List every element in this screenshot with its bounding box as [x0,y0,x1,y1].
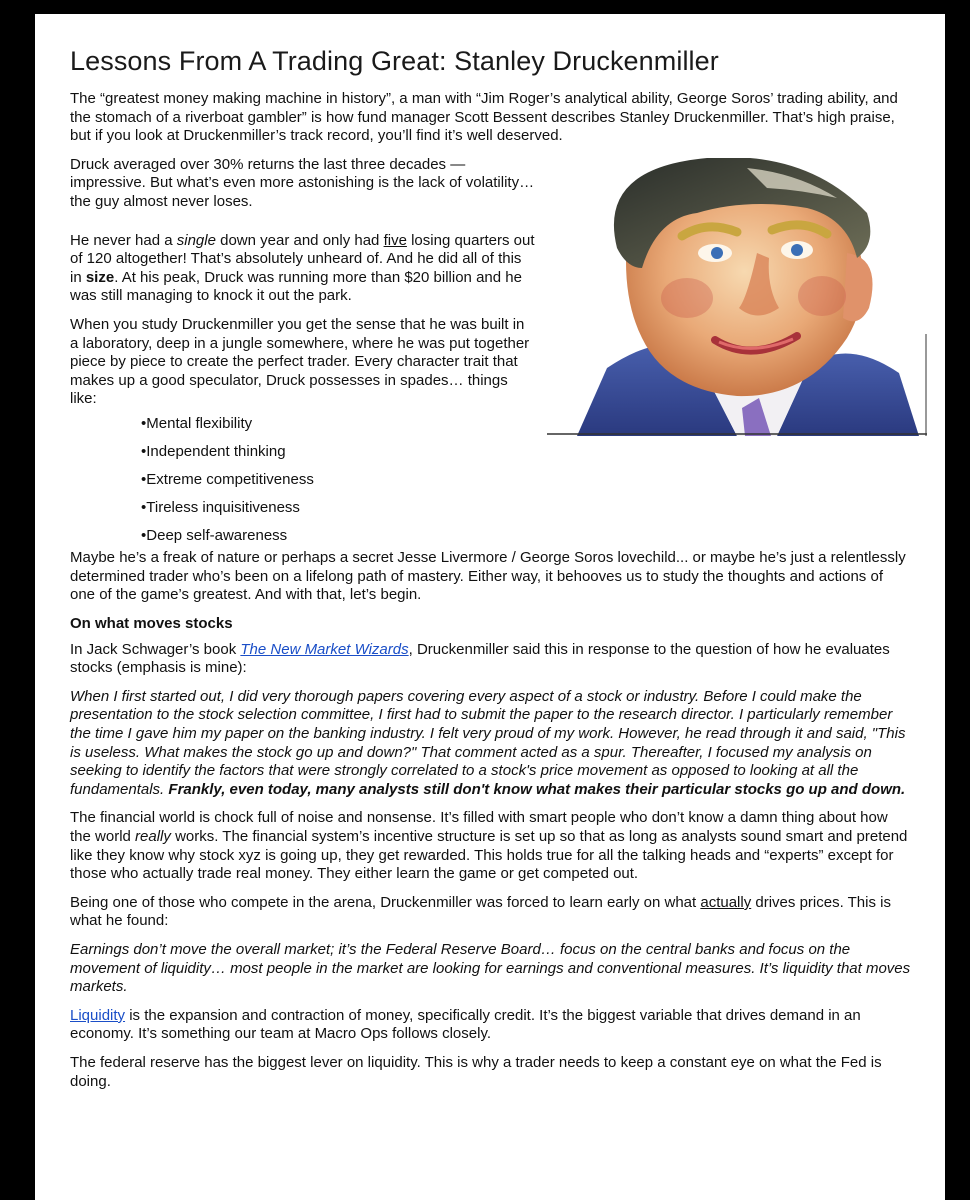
list-item: • Mental flexibility [141,415,911,433]
liquidity-text: is the expansion and contraction of money, specifically credit. It’s the biggest variable that drives demand in an economy. It’s something our team at Macro Ops follows closely. [70,1006,861,1043]
five-emphasis: five [383,231,407,249]
down-year-text-b: down year and only had [215,231,384,249]
schwager-text-b: , Druckenmiller said this in response to the question of how he evaluates stocks (emphasis is mine): [70,640,890,677]
quote-block-2: Earnings don’t move the overall market; it’s the Federal Reserve Board… focus on the central banks and focus on the movement of liquidity… most people in the market are looking for earnings and conventional measures. It’s liquidity that moves markets. [70,941,911,996]
returns-paragraph: Druck averaged over 30% returns the last three decades — impressive. But what’s even more astonishing is the lack of volatility… the guy almost never loses. [70,155,535,210]
down-year-text-a: He never had a [70,231,177,249]
down-year-text-c: losing quarters out of 120 altogether! That’s absolutely unheard of. And he did all of this in [70,231,535,286]
list-item: • Extreme competitiveness [141,471,911,489]
down-year-text-d: . At his peak, Druck was running more than $20 billion and he was still managing to knock it out the park. [70,268,522,305]
quote-1-bold: Frankly, even today, many analysts still don't know what makes their particular stocks go up and down. [168,780,906,798]
freak-paragraph: Maybe he’s a freak of nature or perhaps a secret Jesse Livermore / George Soros lovechild... or maybe he’s just a relentlessly determined trader who’s been on a lifelong path of mastery. Either way, it behooves us to study the thoughts and actions of one of the game’s greatest. And with that, let’s begin. [70,548,906,604]
noise-paragraph [70,809,911,883]
portrait-section [70,156,911,409]
druckenmiller-portrait-image [547,158,927,436]
quote-block-1 [70,688,911,800]
liquidity-link[interactable]: Liquidity [70,1006,126,1024]
arena-text-a: Being one of those who compete in the arena, Druckenmiller was forced to learn early on what [70,893,701,911]
single-emphasis: single [176,231,216,249]
list-item: • Tireless inquisitiveness [141,499,911,517]
arena-text-b: drives prices. This is what he found: [70,893,891,930]
schwager-paragraph [70,641,911,678]
arena-paragraph [70,894,911,931]
size-emphasis: size [85,268,115,286]
noise-text-a: The financial world is chock full of noise and nonsense. It’s filled with smart people who don’t know a damn thing about how the world [70,809,888,846]
noise-text-b: works. The financial system’s incentive structure is set up so that as long as analysts sound smart and pretend like they know why stock xyz is going up, they get rewarded. This holds true for all the talking heads and “experts” except for those who actually trade real money. They either learn the game or get competed out. [70,828,908,883]
liquidity-paragraph [70,1007,911,1044]
list-item: • Independent thinking [141,443,911,461]
actually-emphasis: actually [700,893,752,911]
new-market-wizards-link[interactable]: The New Market Wizards [240,640,409,658]
schwager-text-a: In Jack Schwager’s book [70,640,241,658]
article-title: Lessons From A Trading Great: Stanley Druckenmiller [70,46,719,76]
article-page [35,14,945,1200]
section-heading: On what moves stocks [70,614,233,632]
intro-paragraph: The “greatest money making machine in history”, a man with “Jim Roger’s analytical ability, George Soros’ trading ability, and the stomach of a riverboat gambler” is how fund manager Scott Bessent describes Stanley Druckenmiller. That’s high praise, but if you look at Druckenmiller’s track record, you’ll find it’s well deserved. [70,90,898,145]
quote-1-text: When I first started out, I did very thorough papers covering every aspect of a stock or industry. Before I could make the presentation to the stock selection committee, I first had to submit the paper to the research director. I particularly remember the time I gave him my paper on the banking industry. I felt very proud of my work. However, he read through it and said, "This is useless. What makes the stock go up and down?" That comment acted as a spur. Thereafter, I focused my analysis on seeking to identify the factors that were strongly correlated to a stock's price movement as opposed to looking at all the fundamentals. [70,687,906,798]
really-emphasis: really [135,828,171,846]
fed-paragraph: The federal reserve has the biggest lever on liquidity. This is why a trader needs to keep a constant eye on what the Fed is doing. [70,1053,882,1090]
list-item: • Deep self-awareness [141,527,911,545]
laboratory-paragraph: When you study Druckenmiller you get the sense that he was built in a laboratory, deep in a jungle somewhere, where he was put together piece by piece to create the perfect trader. Every character trait that makes up a good speculator, Druck possesses in spades… things like: [70,315,530,408]
